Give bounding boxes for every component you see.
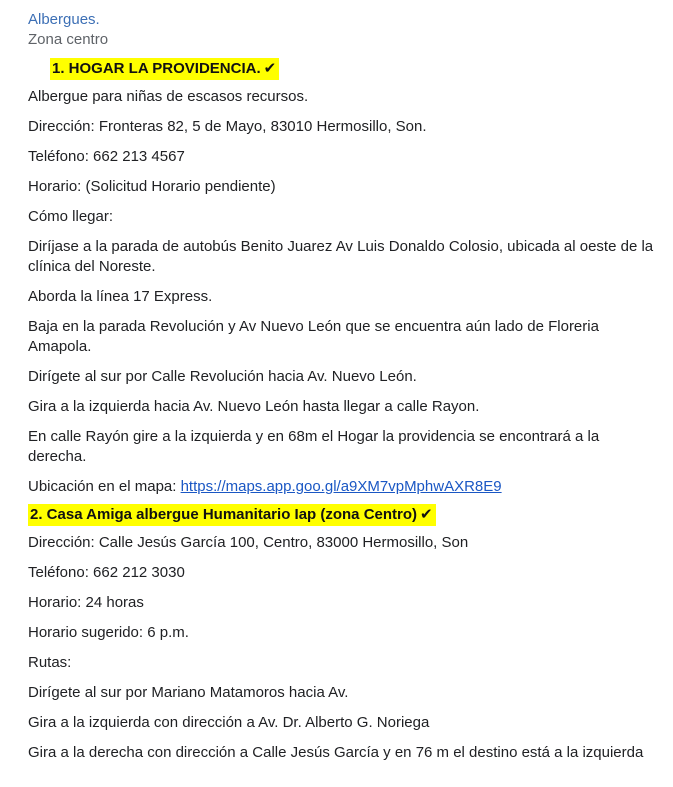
section-1-map-line: [28, 472, 658, 502]
section-1-step-2: Aborda la línea 17 Express.: [28, 288, 213, 305]
section-2-step-1: Dirígete al sur por Mariano Matamoros hacia Av.: [28, 684, 349, 701]
section-2-hours: Horario: 24 horas: [28, 594, 144, 611]
section-1-step-4: Dirígete al sur por Calle Revolución hacia Av. Nuevo León.: [28, 368, 417, 385]
section-2-step-3: Gira a la derecha con dirección a Calle Jesús García y en 76 m el destino está a la izquierda: [28, 744, 644, 761]
section-1-map-link[interactable]: https://maps.app.goo.gl/a9XM7vpMphwAXR8E9: [180, 478, 502, 495]
section-1-heading: [50, 58, 279, 80]
document-subtitle: Zona centro: [28, 31, 109, 48]
section-1-step-1: Diríjase a la parada de autobús Benito Juarez Av Luis Donaldo Colosio, ubicada al oeste de la clínica del Noreste.: [28, 238, 654, 275]
section-1-phone: Teléfono: 662 213 4567: [28, 148, 185, 165]
section-1-heading-row: [28, 56, 658, 82]
section-1-step-5: Gira a la izquierda hacia Av. Nuevo León hasta llegar a calle Rayon.: [28, 398, 480, 415]
section-1-description: Albergue para niñas de escasos recursos.: [28, 88, 309, 105]
section-2-phone: Teléfono: 662 212 3030: [28, 564, 185, 581]
check-icon: ✔: [420, 506, 433, 523]
section-1-hours: Horario: (Solicitud Horario pendiente): [28, 178, 276, 195]
section-2-step-2: Gira a la izquierda con dirección a Av. Dr. Alberto G. Noriega: [28, 714, 430, 731]
section-1-how-to: Cómo llegar:: [28, 208, 114, 225]
section-1-step-6: En calle Rayón gire a la izquierda y en 68m el Hogar la providencia se encontrará a la derecha.: [28, 428, 600, 465]
section-2-suggested-hours: Horario sugerido: 6 p.m.: [28, 624, 189, 641]
check-icon: ✔: [263, 60, 277, 77]
section-2-heading-text: 2. Casa Amiga albergue Humanitario Iap (zona Centro): [30, 506, 418, 523]
section-2-heading: [28, 504, 436, 526]
section-1-heading-text: 1. HOGAR LA PROVIDENCIA.: [52, 60, 261, 77]
section-1-address: Dirección: Fronteras 82, 5 de Mayo, 83010 Hermosillo, Son.: [28, 118, 427, 135]
section-2-routes: Rutas:: [28, 654, 72, 671]
section-2-address: Dirección: Calle Jesús García 100, Centro, 83000 Hermosillo, Son: [28, 534, 469, 551]
document-page: [28, 10, 658, 768]
section-1-map-label: Ubicación en el mapa:: [28, 478, 181, 495]
document-title: Albergues.: [28, 11, 100, 28]
section-1-step-3: Baja en la parada Revolución y Av Nuevo León que se encuentra aún lado de Floreria Amapola.: [28, 318, 599, 355]
section-2-heading-row: [28, 502, 658, 528]
